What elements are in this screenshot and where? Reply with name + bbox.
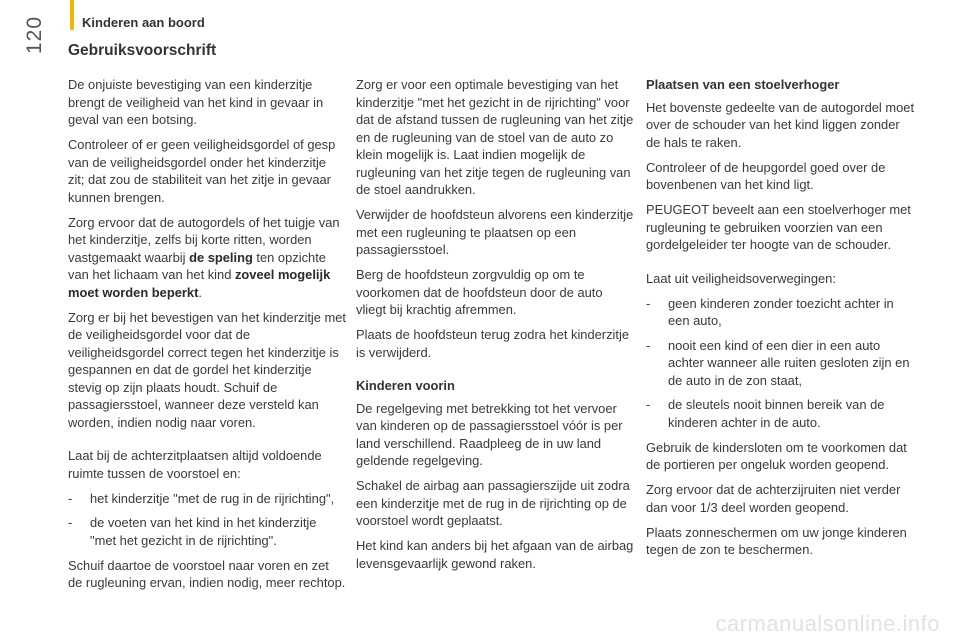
paragraph: Controleer of de heupgordel goed over de bovenbenen van het kind ligt. xyxy=(646,159,886,192)
chapter-accent-bar xyxy=(70,0,74,30)
paragraph: Laat bij de achterzitplaatsen altijd voldoende ruimte tussen de voorstoel en: xyxy=(68,448,322,481)
paragraph: Verwijder de hoofdsteun alvorens een kinderzitje met een rugleuning te plaatsen op een passagiersstoel. xyxy=(356,207,634,257)
dash-bullet: - xyxy=(68,490,73,506)
paragraph: Het kind kan anders bij het afgaan van de airbag levensgevaarlijk gewond raken. xyxy=(356,538,634,571)
column-3 xyxy=(646,76,916,566)
list-item: - de voeten van het kind in het kinderzitje "met het gezicht in de rijrichting". xyxy=(68,515,317,548)
list-item: - de sleutels nooit binnen bereik van de kinderen achter in de auto. xyxy=(646,397,885,430)
paragraph: Berg de hoofdsteun zorgvuldig op om te voorkomen dat de hoofdsteun door de auto vliegt bij krachtig afremmen. xyxy=(356,267,603,317)
dash-bullet: - xyxy=(646,295,651,311)
list-item: - het kinderzitje "met de rug in de rijrichting", xyxy=(68,490,335,506)
dash-bullet: - xyxy=(68,515,73,530)
paragraph: Plaats de hoofdsteun terug zodra het kinderzitje is verwijderd. xyxy=(356,327,630,360)
column-1 xyxy=(68,76,346,599)
subheading-children-front: Kinderen voorin xyxy=(356,378,455,393)
page-number: 120 xyxy=(23,15,46,55)
emphasis-slack: de speling xyxy=(189,249,253,265)
subheading-booster: Plaatsen van een stoelverhoger xyxy=(646,77,840,92)
paragraph: PEUGEOT beveelt aan een stoelverhoger met rugleuning te gebruiken voorzien van een gordelgeleider ter hoogte van de schouder. xyxy=(646,202,911,252)
emphasis-limited: zoveel mogelijk moet worden beperkt xyxy=(68,267,331,300)
dash-bullet: - xyxy=(646,337,651,353)
watermark: carmanualsonline.info xyxy=(715,611,940,636)
paragraph: Zorg ervoor dat de achterzijruiten niet verder dan voor 1/3 deel worden geopend. xyxy=(646,482,901,515)
paragraph-belt-slack: Zorg ervoor dat de autogordels of het tuigje van het kinderzitje, zelfs bij korte ritten, worden vastgemaakt waarbij de speling ten opzichte van het lichaam van het kind zoveel mogelijk moet worden beperkt. xyxy=(68,214,340,300)
paragraph: Het bovenste gedeelte van de autogordel moet over de schouder van het kind liggen zonder de hals te raken. xyxy=(646,99,915,150)
paragraph: Schakel de airbag aan passagierszijde uit zodra een kinderzitje met de rug in de rijrichting op de voorstoel wordt geplaatst. xyxy=(356,478,630,528)
dash-bullet: - xyxy=(646,397,651,412)
paragraph: Laat uit veiligheidsoverwegingen: xyxy=(646,270,836,286)
list-item: - nooit een kind of een dier in een auto achter wanneer alle ruiten gesloten zijn en de auto in de zon staat, xyxy=(646,337,910,388)
paragraph: Zorg er bij het bevestigen van het kinderzitje met de veiligheidsgordel voor dat de veiligheidsgordel correct tegen het kinderzitje is gespannen en dat de gordel het kinderzitje stevig op zijn plaats houdt. Schuif de passagiersstoel, wanneer deze versteld kan worden, indien nodig naar voren. xyxy=(68,309,347,430)
paragraph: De onjuiste bevestiging van een kinderzitje brengt de veiligheid van het kind in gevaar in geval van een botsing. xyxy=(68,77,324,127)
paragraph: Plaats zonneschermen om uw jonge kinderen tegen de zon te beschermen. xyxy=(646,524,907,557)
paragraph: Controleer of er geen veiligheidsgordel of gesp van de veiligheidsgordel onder het kinderzitje zit; dat zou de stabiliteit van het zitje in gevaar kunnen brengen. xyxy=(68,137,336,205)
paragraph: Schuif daartoe de voorstoel naar voren en zet de rugleuning ervan, indien nodig, meer rechtop. xyxy=(68,557,346,590)
column-2 xyxy=(356,76,634,580)
safety-list xyxy=(646,295,916,432)
rear-seat-list xyxy=(68,490,346,550)
paragraph: Zorg er voor een optimale bevestiging van het kinderzitje "met het gezicht in de rijrichting" voor dat de afstand tussen de rugleuning van het zitje en de rugleuning van de stoel van de auto zo klein mogelijk is. Laat indien mogelijk de rugleuning van het zitje tegen de rugleuning van de stoel aandrukken. xyxy=(356,77,634,197)
section-title: Gebruiksvoorschrift xyxy=(68,42,217,59)
list-item: - geen kinderen zonder toezicht achter in een auto, xyxy=(646,295,894,328)
chapter-title: Kinderen aan boord xyxy=(82,15,205,30)
paragraph: De regelgeving met betrekking tot het vervoer van kinderen op de passagiersstoel vóór is per land verschillend. Raadpleeg de in uw land geldende regelgeving. xyxy=(356,400,623,468)
paragraph: Gebruik de kindersloten om te voorkomen dat de portieren per ongeluk worden geopend. xyxy=(646,439,907,472)
